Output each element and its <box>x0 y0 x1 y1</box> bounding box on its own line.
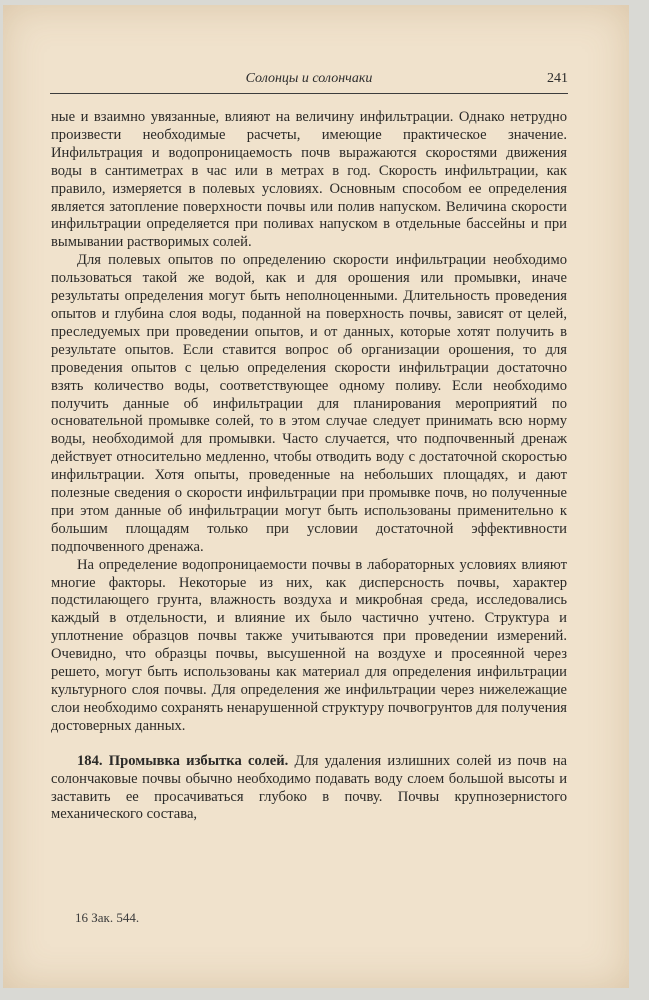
section-text: Для удаления излишних солей из почв на солончаковые почвы обычно необходимо подавать воду слоем большой высоты и заставить ее просачиваться глубоко в почву. Почвы крупнозернистого механического состава, <box>51 752 568 823</box>
paragraph-continuation: ные и взаимно увязанные, влияют на величину инфильтрации. Однако нетрудно произвести необходимые расчеты, имеющие практическое значение. Инфильтрация и водопроницаемость почв выражаются скоростями движения воды в сантиметрах в час или в метрах в год. Скорость инфильтрации, как правило, измеряется в полевых условиях. Основным способом ее определения является затопление поверхности почвы или полив напуском. Величина скорости инфильтрации определяется при поливах напуском в отдельные бассейны и при вымывании растворимых солей. <box>51 109 567 251</box>
running-header <box>50 69 568 94</box>
background-edge <box>629 0 649 1000</box>
paragraph-laboratory-conditions: На определение водопроницаемости почвы в лабораторных условиях влияют многие факторы. Некоторые из них, как дисперсность почвы, характер подстилающего грунта, влажность воздуха и микробная среда, исследовались каждый в отдельности, и влияние их было частично учтено. Структура и уплотнение образцов почвы также учитываются при проведении измерений. Очевидно, что образцы почвы, высушенной на воздухе и просеянной через решето, могут быть использованы как материал для определения инфильтрации культурного слоя почвы. Для определения же инфильтрации через нижележащие слои необходимо сохранять ненарушенной структуру почвогрунтов для получения достоверных данных. <box>51 556 567 734</box>
section-184 <box>51 753 567 825</box>
paragraph-field-experiments: Для полевых опытов по определению скорости инфильтрации необходимо пользоваться такой же водой, как и для орошения или промывки, иначе результаты определения могут быть неполноценными. Длительность проведения опытов и глубина слоя воды, поданной на поверхность почвы, зависят от целей, преследуемых при проведении опытов, и от данных, которые хотят получить в результате опытов. Если ставится вопрос об организации орошения, то для проведения опытов с целью определения скорости инфильтрации достаточно взять количество воды, соответствующее одному поливу. Если необходимо получить данные об инфильтрации для планирования мероприятий по основательной промывке солей, то в этом случае следует принимать всю норму воды, необходимой для промывки. Часто случается, что подпочвенный дренаж действует относительно медленно, чтобы отводить воду с достаточной скоростью инфильтрации. Хотя опыты, проведенные на небольших площадях, и дают полезные сведения о скорости инфильтрации при промывке почв, но полученные при этом данные об инфильтрации могут быть использованы применительно к большим площадям только при условии достаточной эффективности подпочвенного дренажа. <box>51 252 567 555</box>
page-number: 241 <box>547 71 568 86</box>
section-number: 184. <box>77 752 103 769</box>
printer-signature: 16 Зак. 544. <box>75 910 140 925</box>
body-text <box>51 109 567 824</box>
running-title: Солонцы и солончаки <box>245 71 373 86</box>
book-page <box>3 5 629 988</box>
section-title: Промывка избытка солей. <box>108 752 289 769</box>
